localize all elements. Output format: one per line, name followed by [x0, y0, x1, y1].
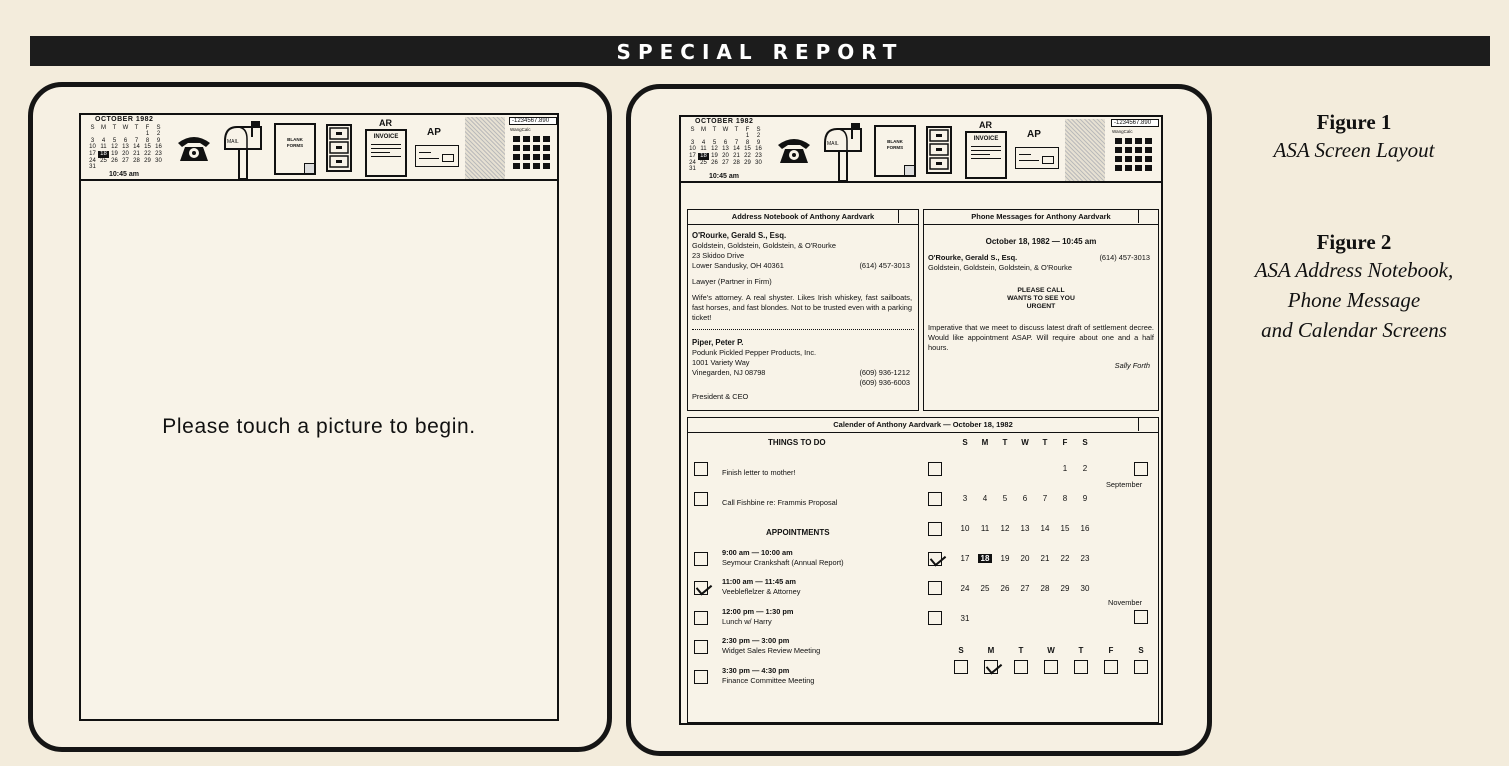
calendar-day[interactable]: 1	[1062, 464, 1068, 473]
calendar-day[interactable]: 23	[1080, 554, 1090, 563]
calendar-day[interactable]: 6	[1022, 494, 1028, 503]
calculator-brand: WangCalc	[1112, 129, 1133, 134]
invoice-label: INVOICE	[973, 136, 999, 142]
mini-calendar-month: OCTOBER 1982	[695, 118, 754, 125]
todo-checkbox[interactable]	[694, 492, 708, 506]
weekday-label: T	[1042, 438, 1048, 447]
mailbox-icon[interactable]	[821, 121, 867, 181]
contact-street: 1001 Variety Way	[692, 358, 750, 367]
blank-forms-label: BLANK FORMS	[286, 137, 304, 148]
address-notebook-title: Address Notebook of Anthony Aardvark	[688, 210, 918, 225]
figure2-caption-line: and Calendar Screens	[1261, 318, 1447, 342]
message-caller-row	[928, 253, 1154, 263]
calendar-day[interactable]: 15	[1060, 524, 1070, 533]
next-month-label: November	[1108, 598, 1143, 607]
calculator-keys	[513, 136, 550, 169]
weekday-label: S	[958, 646, 964, 655]
weekday-checkbox[interactable]	[954, 660, 968, 674]
contact-city: Vinegarden, NJ 08798	[692, 368, 766, 377]
things-to-do-header: THINGS TO DO	[768, 438, 826, 447]
blank-tile	[465, 117, 505, 179]
week-checkbox[interactable]	[928, 611, 942, 625]
appointment-checkbox[interactable]	[694, 611, 708, 625]
calculator-icon[interactable]	[509, 117, 559, 179]
weekday-label: M	[981, 438, 989, 447]
appointment-checkbox[interactable]	[694, 552, 708, 566]
contact-phone-2: (609) 936-6003	[859, 378, 910, 387]
ap-label: AP	[427, 127, 441, 138]
weekday-label: W	[1047, 646, 1055, 655]
blank-forms-label: BLANK FORMS	[886, 139, 904, 150]
calendar-day[interactable]: 16	[1080, 524, 1090, 533]
contact-city-row	[692, 368, 914, 378]
calculator-brand: WangCalc	[510, 127, 531, 132]
message-please-call: PLEASE CALL	[1017, 287, 1065, 294]
calendar-day[interactable]: 7	[1042, 494, 1048, 503]
svg-text:MAIL: MAIL	[827, 141, 839, 147]
weekday-label: S	[1082, 438, 1088, 447]
mini-clock-time: 10:45 am	[109, 171, 139, 179]
phone-messages-panel	[923, 209, 1159, 411]
mini-calendar-month: OCTOBER 1982	[95, 116, 154, 123]
calendar-day[interactable]: 2	[1082, 464, 1088, 473]
message-caller-phone: (614) 457-3013	[1099, 253, 1150, 262]
telephone-icon[interactable]	[776, 135, 812, 165]
ar-label: AR	[379, 118, 392, 128]
mini-calendar-icon[interactable]	[87, 117, 171, 179]
appointment-item[interactable]: 2:30 pm — 3:00 pm Widget Sales Review Meeting	[722, 636, 821, 655]
calendar-day[interactable]: 26	[1000, 584, 1010, 593]
ap-label: AP	[1027, 129, 1041, 140]
todo-checkbox[interactable]	[694, 462, 708, 476]
message-text: Imperative that we meet to discuss latest draft of settlement decree. Would like appointment ASAP. Will require about one and a half hours.	[928, 323, 1154, 352]
weekday-checkbox[interactable]	[1134, 660, 1148, 674]
weekday-label: S	[1138, 646, 1144, 655]
contact-company: Goldstein, Goldstein, Goldstein, & O'Rourke	[692, 241, 836, 250]
next-month-button[interactable]	[1134, 610, 1148, 624]
calendar-day[interactable]: 5	[1002, 494, 1008, 503]
entry-divider	[692, 329, 914, 330]
invoice-label: INVOICE	[373, 134, 399, 140]
mini-clock-time: 10:45 am	[709, 173, 739, 181]
weekday-checkbox[interactable]	[1074, 660, 1088, 674]
invoice-icon[interactable]	[365, 129, 407, 177]
week-checkbox[interactable]	[928, 552, 942, 566]
calendar-day[interactable]: 27	[1020, 584, 1030, 593]
icon-strip	[81, 115, 557, 181]
prev-month-button[interactable]	[1134, 462, 1148, 476]
ar-label: AR	[979, 120, 992, 130]
appointment-item[interactable]: 11:00 am — 11:45 am Veebleflelzer & Attorney	[722, 577, 801, 596]
calendar-day[interactable]: 30	[1080, 584, 1090, 593]
contact-phone: (609) 936-1212	[859, 368, 910, 377]
special-report-banner	[30, 36, 1490, 66]
contact-street: 23 Skidoo Drive	[692, 251, 745, 260]
calendar-day[interactable]: 29	[1060, 584, 1070, 593]
contact-name[interactable]: O'Rourke, Gerald S., Esq.	[692, 231, 787, 240]
calendar-panel	[687, 417, 1159, 723]
weekday-checkbox[interactable]	[1044, 660, 1058, 674]
figure1-caption-text: ASA Screen Layout	[1273, 138, 1435, 162]
calendar-day[interactable]: 3	[962, 494, 968, 503]
screen-notebook-messages-calendar	[679, 115, 1163, 725]
weekday-checkbox[interactable]	[1014, 660, 1028, 674]
figure2-monitor	[626, 84, 1212, 756]
calendar-day[interactable]: 13	[1020, 524, 1030, 533]
calculator-display: -1234567.890	[509, 117, 557, 125]
svg-text:MAIL: MAIL	[227, 139, 239, 145]
figure2-caption-line: Phone Message	[1287, 288, 1421, 312]
start-prompt: Please touch a picture to begin.	[162, 415, 476, 438]
message-check-box[interactable]	[1138, 210, 1156, 223]
contact-name[interactable]: Piper, Peter P.	[692, 338, 744, 347]
appointment-item[interactable]: 3:30 pm — 4:30 pm Finance Committee Meeting	[722, 666, 815, 685]
calendar-day[interactable]: 19	[1000, 554, 1010, 563]
contact-phone: (614) 457-3013	[859, 261, 910, 270]
contact-city: Lower Sandusky, OH 40361	[692, 261, 784, 270]
weekday-label: W	[1021, 438, 1029, 447]
address-notebook-panel	[687, 209, 919, 411]
check-icon[interactable]	[415, 145, 459, 167]
appointments-header: APPOINTMENTS	[766, 528, 830, 537]
invoice-icon[interactable]	[965, 131, 1007, 179]
calendar-day[interactable]: 14	[1040, 524, 1050, 533]
figure1-title: Figure 1	[1316, 110, 1392, 134]
message-caller[interactable]: O'Rourke, Gerald S., Esq.	[928, 253, 1018, 262]
calculator-display: -1234567.890	[1111, 119, 1159, 127]
address-entries	[688, 225, 918, 402]
calendar-close-box[interactable]	[1138, 418, 1156, 431]
weekday-checkbox[interactable]	[1104, 660, 1118, 674]
week-checkbox[interactable]	[928, 462, 942, 476]
calendar-day[interactable]: 10	[960, 524, 970, 533]
calendar-day[interactable]: 31	[960, 614, 970, 623]
week-checkbox[interactable]	[928, 522, 942, 536]
screen-layout	[79, 113, 559, 721]
appointment-checkbox[interactable]	[694, 581, 708, 595]
weekday-label: M	[987, 646, 995, 655]
message-urgent: URGENT	[1026, 303, 1056, 310]
calendar-day[interactable]: 17	[960, 554, 970, 563]
message-wants-to-see: WANTS TO SEE YOU	[1007, 295, 1075, 302]
weekday-label: T	[1018, 646, 1024, 655]
calculator-icon[interactable]	[1111, 119, 1161, 181]
mini-calendar-grid: S M T W T F S 1 2 3 4 5 6 7 8 9 10 11 12 13 14 15 16 17 18 19 20 21 22 23 24 25 26 27 28 29 30 31	[689, 126, 762, 173]
mini-calendar-grid: S M T W T F S 1 2 3 4 5 6 7 8 9 10 11 12 13 14 15 16 17 18 19 20 21 22 23 24 25 26 27 28 29 30 31	[89, 124, 162, 171]
calendar-day[interactable]: 25	[980, 584, 990, 593]
calendar-day[interactable]: 20	[1020, 554, 1030, 563]
figure1-caption	[1214, 110, 1494, 165]
todo-item[interactable]: Finish letter to mother!	[722, 468, 796, 477]
message-caller-company: Goldstein, Goldstein, Goldstein, & O'Rourke	[928, 263, 1072, 272]
phone-message-body	[924, 225, 1158, 371]
blank-tile	[1065, 119, 1105, 181]
contact-role: President & CEO	[692, 392, 749, 401]
address-close-box[interactable]	[898, 210, 916, 223]
check-icon[interactable]	[1015, 147, 1059, 169]
message-date: October 18, 1982 — 10:45 am	[985, 237, 1097, 246]
prev-month-label: September	[1106, 480, 1143, 489]
blank-forms-icon[interactable]	[874, 125, 916, 177]
todo-item[interactable]: Call Fishbine re: Frammis Proposal	[722, 498, 838, 507]
weekday-label: T	[1002, 438, 1008, 447]
calendar-day[interactable]: 11	[980, 524, 990, 533]
contact-company: Podunk Pickled Pepper Products, Inc.	[692, 348, 817, 357]
calendar-day[interactable]: 28	[1040, 584, 1050, 593]
calendar-day[interactable]: 12	[1000, 524, 1010, 533]
week-checkbox[interactable]	[928, 581, 942, 595]
figure2-caption-line: ASA Address Notebook,	[1254, 258, 1454, 282]
calendar-title: Calender of Anthony Aardvark — October 18, 1982	[688, 418, 1158, 433]
appointment-item[interactable]: 12:00 pm — 1:30 pm Lunch w/ Harry	[722, 607, 794, 626]
phone-messages-title: Phone Messages for Anthony Aardvark	[924, 210, 1158, 225]
weekday-label: S	[962, 438, 968, 447]
mini-calendar-icon[interactable]	[687, 119, 771, 181]
banner-title: SPECIAL REPORT	[616, 40, 904, 64]
blank-forms-icon[interactable]	[274, 123, 316, 175]
telephone-icon[interactable]	[176, 133, 212, 163]
calendar-day[interactable]: 24	[960, 584, 970, 593]
calendar-day[interactable]: 4	[982, 494, 988, 503]
calendar-day[interactable]: 22	[1060, 554, 1070, 563]
file-cabinet-icon[interactable]	[925, 125, 953, 175]
message-signature: Sally Forth	[1114, 361, 1150, 370]
appointment-checkbox[interactable]	[694, 640, 708, 654]
figure1-monitor	[28, 82, 612, 752]
mailbox-icon[interactable]	[221, 119, 267, 179]
figure2-caption	[1214, 230, 1494, 345]
weekday-label: F	[1062, 438, 1068, 447]
calendar-day[interactable]: 8	[1062, 494, 1068, 503]
contact-role: Lawyer (Partner in Firm)	[692, 277, 772, 286]
appointment-item[interactable]: 9:00 am — 10:00 am Seymour Crankshaft (Annual Report)	[722, 548, 844, 567]
week-checkbox[interactable]	[928, 492, 942, 506]
calendar-day[interactable]: 9	[1082, 494, 1088, 503]
appointment-checkbox[interactable]	[694, 670, 708, 684]
calendar-day[interactable]: 21	[1040, 554, 1050, 563]
weekday-checkbox[interactable]	[984, 660, 998, 674]
calculator-keys	[1115, 138, 1152, 171]
weekday-label: T	[1078, 646, 1084, 655]
icon-strip	[681, 117, 1161, 183]
contact-city-row	[692, 261, 914, 271]
weekday-label: F	[1108, 646, 1114, 655]
contact-note: Wife's attorney. A real shyster. Likes Irish whiskey, fast sailboats, fast horses, and fast blondes. Not to be trusted even with a parking ticket!	[692, 293, 912, 322]
contact-phone2-row	[692, 378, 914, 388]
calendar-day[interactable]: 18	[978, 554, 992, 563]
file-cabinet-icon[interactable]	[325, 123, 353, 173]
figure2-title: Figure 2	[1316, 230, 1392, 254]
